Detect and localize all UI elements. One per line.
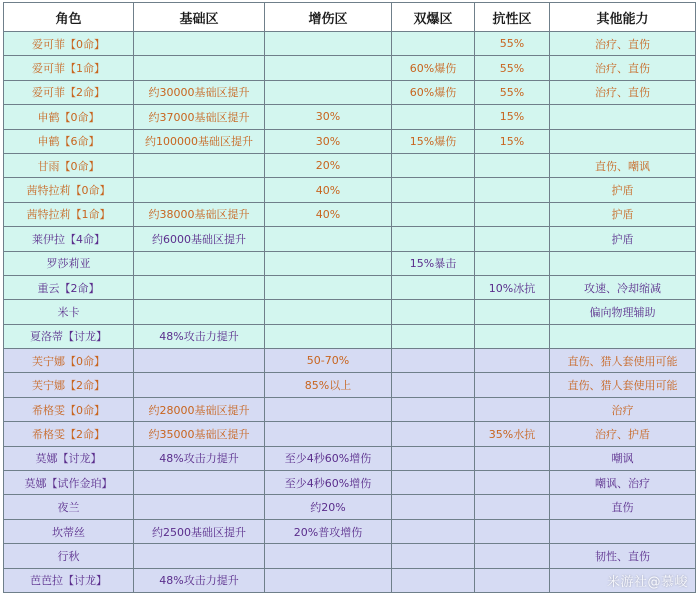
base-zone-cell: 48%攻击力提升 xyxy=(134,324,265,348)
table-row xyxy=(4,202,696,226)
crit-cell xyxy=(392,275,475,299)
base-zone-cell: 约2500基础区提升 xyxy=(134,519,265,543)
damage-bonus-cell xyxy=(265,80,392,104)
table-row xyxy=(4,56,696,80)
damage-bonus-cell: 30% xyxy=(265,129,392,153)
damage-bonus-cell xyxy=(265,324,392,348)
crit-cell: 15%爆伤 xyxy=(392,129,475,153)
table-body xyxy=(4,32,696,593)
damage-bonus-cell: 至少4秒60%增伤 xyxy=(265,471,392,495)
crit-cell xyxy=(392,32,475,56)
table-row xyxy=(4,153,696,177)
support-role-table xyxy=(3,2,696,593)
other-abilities-cell: 治疗、直伤 xyxy=(550,32,696,56)
other-abilities-cell: 攻速、冷却缩减 xyxy=(550,275,696,299)
damage-bonus-cell xyxy=(265,544,392,568)
base-zone-cell: 约28000基础区提升 xyxy=(134,397,265,421)
base-zone-cell: 约35000基础区提升 xyxy=(134,422,265,446)
resistance-cell: 55% xyxy=(475,32,550,56)
base-zone-cell xyxy=(134,251,265,275)
resistance-cell: 55% xyxy=(475,80,550,104)
other-abilities-cell: 治疗、直伤 xyxy=(550,56,696,80)
other-abilities-cell: 嘲讽、治疗 xyxy=(550,471,696,495)
role-cell: 莫娜【讨龙】 xyxy=(4,446,134,470)
resistance-cell xyxy=(475,495,550,519)
other-abilities-cell xyxy=(550,324,696,348)
resistance-cell xyxy=(475,202,550,226)
resistance-cell: 35%水抗 xyxy=(475,422,550,446)
damage-bonus-cell: 50-70% xyxy=(265,349,392,373)
base-zone-cell xyxy=(134,495,265,519)
other-abilities-cell: 偏向物理辅助 xyxy=(550,300,696,324)
damage-bonus-cell: 约20% xyxy=(265,495,392,519)
other-abilities-cell: 韧性、直伤 xyxy=(550,544,696,568)
role-cell: 芙宁娜【2命】 xyxy=(4,373,134,397)
other-abilities-cell: 嘲讽 xyxy=(550,446,696,470)
base-zone-cell: 约37000基础区提升 xyxy=(134,105,265,129)
role-cell: 莱伊拉【4命】 xyxy=(4,227,134,251)
damage-bonus-cell xyxy=(265,397,392,421)
header-row xyxy=(4,3,696,32)
resistance-cell: 10%冰抗 xyxy=(475,275,550,299)
other-abilities-cell xyxy=(550,129,696,153)
base-zone-cell xyxy=(134,275,265,299)
base-zone-cell: 48%攻击力提升 xyxy=(134,446,265,470)
watermark: 米游社@慕峻 xyxy=(606,575,688,590)
other-abilities-cell: 护盾 xyxy=(550,202,696,226)
other-abilities-cell xyxy=(550,519,696,543)
damage-bonus-cell xyxy=(265,32,392,56)
other-abilities-cell: 治疗、护盾 xyxy=(550,422,696,446)
table-row xyxy=(4,300,696,324)
other-abilities-cell xyxy=(550,105,696,129)
table-row xyxy=(4,544,696,568)
base-zone-cell xyxy=(134,178,265,202)
damage-bonus-cell: 至少4秒60%增伤 xyxy=(265,446,392,470)
role-cell: 重云【2命】 xyxy=(4,275,134,299)
resistance-cell xyxy=(475,519,550,543)
other-abilities-cell: 治疗 xyxy=(550,397,696,421)
role-cell: 罗莎莉亚 xyxy=(4,251,134,275)
role-cell: 爱可菲【0命】 xyxy=(4,32,134,56)
role-cell: 夏洛蒂【讨龙】 xyxy=(4,324,134,348)
resistance-cell: 55% xyxy=(475,56,550,80)
resistance-cell xyxy=(475,227,550,251)
resistance-cell xyxy=(475,178,550,202)
other-abilities-cell: 治疗、直伤 xyxy=(550,80,696,104)
role-cell: 坎蒂丝 xyxy=(4,519,134,543)
table-row xyxy=(4,32,696,56)
base-zone-cell xyxy=(134,32,265,56)
crit-cell xyxy=(392,519,475,543)
other-abilities-cell: 直伤 xyxy=(550,495,696,519)
table-row xyxy=(4,397,696,421)
other-abilities-cell: 直伤、猎人套使用可能 xyxy=(550,349,696,373)
other-abilities-cell xyxy=(550,251,696,275)
base-zone-cell: 约38000基础区提升 xyxy=(134,202,265,226)
role-cell: 夜兰 xyxy=(4,495,134,519)
crit-cell: 60%爆伤 xyxy=(392,56,475,80)
damage-bonus-cell xyxy=(265,300,392,324)
role-cell: 茜特拉莉【1命】 xyxy=(4,202,134,226)
role-cell: 申鹤【0命】 xyxy=(4,105,134,129)
role-cell: 希格雯【0命】 xyxy=(4,397,134,421)
header-other-abilities: 其他能力 xyxy=(550,3,696,32)
crit-cell xyxy=(392,105,475,129)
crit-cell xyxy=(392,202,475,226)
table-row xyxy=(4,422,696,446)
role-cell: 希格雯【2命】 xyxy=(4,422,134,446)
base-zone-cell xyxy=(134,56,265,80)
damage-bonus-cell xyxy=(265,227,392,251)
table-row xyxy=(4,227,696,251)
role-cell: 茜特拉莉【0命】 xyxy=(4,178,134,202)
other-abilities-cell: 护盾 xyxy=(550,227,696,251)
crit-cell xyxy=(392,422,475,446)
crit-cell xyxy=(392,349,475,373)
header-role: 角色 xyxy=(4,3,134,32)
resistance-cell xyxy=(475,373,550,397)
damage-bonus-cell: 20%普攻增伤 xyxy=(265,519,392,543)
damage-bonus-cell: 40% xyxy=(265,178,392,202)
damage-bonus-cell: 20% xyxy=(265,153,392,177)
crit-cell xyxy=(392,324,475,348)
table-row xyxy=(4,178,696,202)
damage-bonus-cell xyxy=(265,251,392,275)
other-abilities-cell: 直伤、嘲讽 xyxy=(550,153,696,177)
table-row xyxy=(4,80,696,104)
header-base-zone: 基础区 xyxy=(134,3,265,32)
damage-bonus-cell: 40% xyxy=(265,202,392,226)
table-row xyxy=(4,275,696,299)
base-zone-cell: 约100000基础区提升 xyxy=(134,129,265,153)
table-row xyxy=(4,495,696,519)
resistance-cell xyxy=(475,471,550,495)
base-zone-cell: 约30000基础区提升 xyxy=(134,80,265,104)
role-cell: 甘雨【0命】 xyxy=(4,153,134,177)
damage-bonus-cell: 30% xyxy=(265,105,392,129)
base-zone-cell xyxy=(134,300,265,324)
crit-cell xyxy=(392,568,475,592)
base-zone-cell: 48%攻击力提升 xyxy=(134,568,265,592)
resistance-cell xyxy=(475,397,550,421)
base-zone-cell xyxy=(134,471,265,495)
base-zone-cell xyxy=(134,153,265,177)
crit-cell xyxy=(392,544,475,568)
role-cell: 芙宁娜【0命】 xyxy=(4,349,134,373)
resistance-cell xyxy=(475,324,550,348)
base-zone-cell xyxy=(134,373,265,397)
other-abilities-cell: 护盾 xyxy=(550,178,696,202)
crit-cell: 15%暴击 xyxy=(392,251,475,275)
crit-cell: 60%爆伤 xyxy=(392,80,475,104)
table-row xyxy=(4,471,696,495)
other-abilities-cell: 直伤、猎人套使用可能 xyxy=(550,373,696,397)
role-cell: 行秋 xyxy=(4,544,134,568)
base-zone-cell: 约6000基础区提升 xyxy=(134,227,265,251)
table-row xyxy=(4,105,696,129)
base-zone-cell xyxy=(134,544,265,568)
role-cell: 申鹤【6命】 xyxy=(4,129,134,153)
damage-bonus-cell xyxy=(265,275,392,299)
resistance-cell xyxy=(475,153,550,177)
crit-cell xyxy=(392,373,475,397)
table-row xyxy=(4,373,696,397)
crit-cell xyxy=(392,153,475,177)
role-cell: 爱可菲【1命】 xyxy=(4,56,134,80)
resistance-cell xyxy=(475,300,550,324)
damage-bonus-cell xyxy=(265,56,392,80)
crit-cell xyxy=(392,446,475,470)
crit-cell xyxy=(392,300,475,324)
role-cell: 莫娜【试作金珀】 xyxy=(4,471,134,495)
table-row xyxy=(4,129,696,153)
base-zone-cell xyxy=(134,349,265,373)
crit-cell xyxy=(392,178,475,202)
table-row xyxy=(4,519,696,543)
header-resistance-zone: 抗性区 xyxy=(475,3,550,32)
table-row xyxy=(4,446,696,470)
table-row xyxy=(4,568,696,592)
crit-cell xyxy=(392,227,475,251)
resistance-cell xyxy=(475,568,550,592)
damage-bonus-cell xyxy=(265,568,392,592)
role-cell: 芭芭拉【讨龙】 xyxy=(4,568,134,592)
resistance-cell xyxy=(475,349,550,373)
table-row xyxy=(4,251,696,275)
crit-cell xyxy=(392,495,475,519)
resistance-cell xyxy=(475,251,550,275)
resistance-cell xyxy=(475,544,550,568)
resistance-cell: 15% xyxy=(475,105,550,129)
resistance-cell: 15% xyxy=(475,129,550,153)
header-crit-zone: 双爆区 xyxy=(392,3,475,32)
crit-cell xyxy=(392,397,475,421)
role-cell: 米卡 xyxy=(4,300,134,324)
table-row xyxy=(4,324,696,348)
table-row xyxy=(4,349,696,373)
damage-bonus-cell xyxy=(265,422,392,446)
role-cell: 爱可菲【2命】 xyxy=(4,80,134,104)
header-damage-bonus-zone: 增伤区 xyxy=(265,3,392,32)
crit-cell xyxy=(392,471,475,495)
damage-bonus-cell: 85%以上 xyxy=(265,373,392,397)
resistance-cell xyxy=(475,446,550,470)
